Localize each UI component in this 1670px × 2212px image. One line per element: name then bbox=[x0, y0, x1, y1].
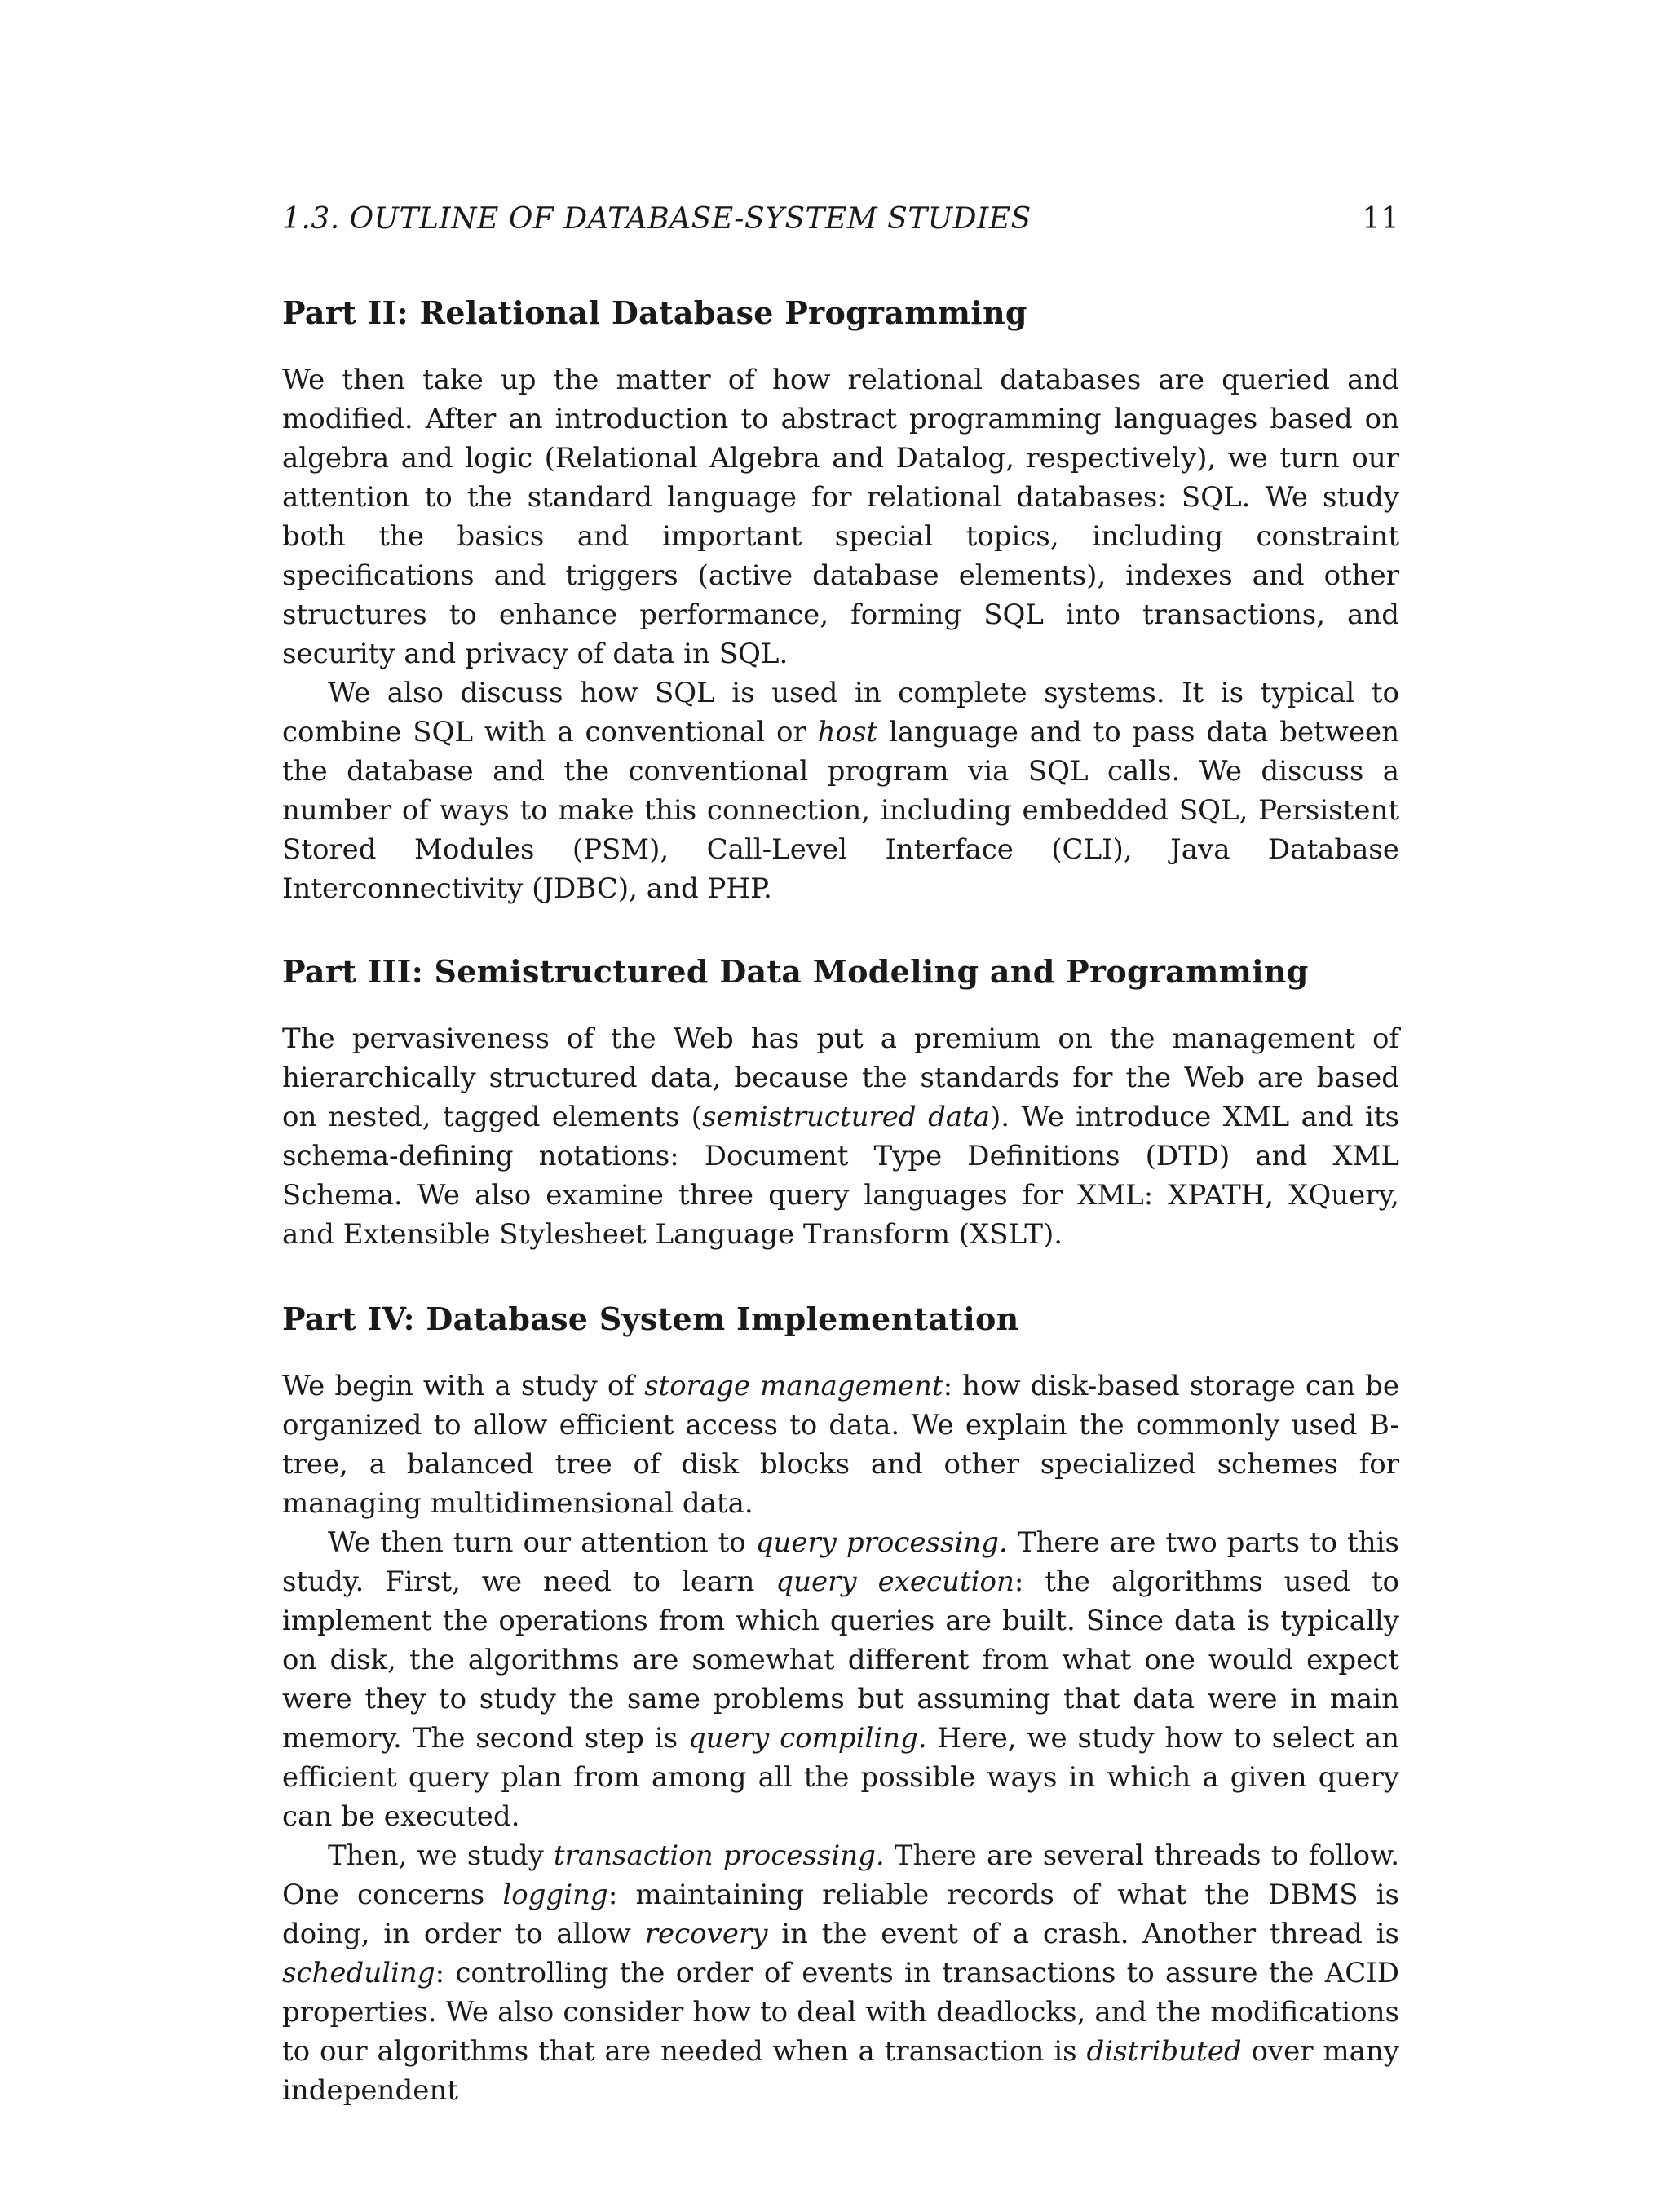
running-head bbox=[282, 202, 1399, 241]
query-processing-emphasis: query processing. bbox=[755, 1526, 1008, 1559]
part-iv-heading: Part IV: Database System Implementation bbox=[282, 1300, 1019, 1337]
query-compiling-emphasis: query compiling. bbox=[687, 1722, 927, 1755]
recovery-emphasis: recovery bbox=[644, 1918, 768, 1950]
page-number: 11 bbox=[1362, 202, 1399, 236]
host-emphasis: host bbox=[817, 716, 878, 748]
scheduling-emphasis: scheduling bbox=[282, 1957, 435, 1989]
storage-management-emphasis: storage management bbox=[644, 1370, 943, 1402]
part-ii-paragraph-1: We then take up the matter of how relational databases are queried and modified. After an introduction to abstract programming languages based on algebra and logic (Relational Algebra and Datalog, respectively), we turn our attention to the standard language for relational databases: SQL. We study both the basics and important special topics, including constraint specifications and triggers (active database elements), indexes and other structures to enhance performance, forming SQL into transactions, and security and privacy of data in SQL. bbox=[282, 364, 1399, 670]
transaction-processing-emphasis: transaction processing. bbox=[553, 1839, 885, 1872]
part-ii-section bbox=[282, 294, 1399, 908]
section-title: 1.3. OUTLINE OF DATABASE-SYSTEM STUDIES bbox=[282, 202, 1032, 236]
semistructured-emphasis: semistructured data bbox=[701, 1101, 991, 1133]
part-iv-paragraph-3: Then, we study transaction processing. There are several threads to follow. One concerns logging: maintaining reliable records of what the DBMS is doing, in order to allow recovery in the event of a crash. Another thread is scheduling: controlling the order of events in transactions to assure the ACID properties. We also consider how to deal with deadlocks, and the modifications to our algorithms that are needed when a transaction is distributed over many independent bbox=[282, 1839, 1399, 2107]
part-ii-heading: Part II: Relational Database Programming bbox=[282, 294, 1027, 331]
part-ii-paragraph-2: We also discuss how SQL is used in complete systems. It is typical to combine SQL with a conventional or host language and to pass data between the database and the conventional program via SQL calls. We discuss a number of ways to make this connection, including embedded SQL, Persistent Stored Modules (PSM), Call-Level Interface (CLI), Java Database Interconnectivity (JDBC), and PHP. bbox=[282, 677, 1400, 905]
logging-emphasis: logging bbox=[502, 1879, 608, 1911]
query-execution-emphasis: query execution bbox=[775, 1565, 1014, 1598]
distributed-emphasis: distributed bbox=[1086, 2035, 1242, 2068]
part-iv-section bbox=[282, 1300, 1399, 2110]
part-iii-heading: Part III: Semistructured Data Modeling and Programming bbox=[282, 953, 1309, 990]
part-iii-paragraph-1: The pervasiveness of the Web has put a premium on the management of hierarchically structured data, because the standards for the Web are based on nested, tagged elements (semistructured data). We introduce XML and its schema-defining notations: Document Type Definitions (DTD) and XML Schema. We also examine three query languages for XML: XPATH, XQuery, and Extensible Stylesheet Language Transform (XSLT). bbox=[282, 1022, 1399, 1251]
part-iii-section bbox=[282, 952, 1399, 1254]
part-iv-paragraph-2: We then turn our attention to query processing. There are two parts to this study. First, we need to learn query execution: the algorithms used to implement the operations from which queries are built. Since data is typically on disk, the algorithms are somewhat different from what one would expect were they to study the same problems but assuming that data were in main memory. The second step is query compiling. Here, we study how to select an efficient query plan from among all the possible ways in which a given query can be executed. bbox=[282, 1526, 1399, 1833]
part-iv-paragraph-1: We begin with a study of storage management: how disk-based storage can be organized to allow efficient access to data. We explain the commonly used B-tree, a balanced tree of disk blocks and other specialized schemes for managing multidimensional data. bbox=[282, 1370, 1399, 1520]
